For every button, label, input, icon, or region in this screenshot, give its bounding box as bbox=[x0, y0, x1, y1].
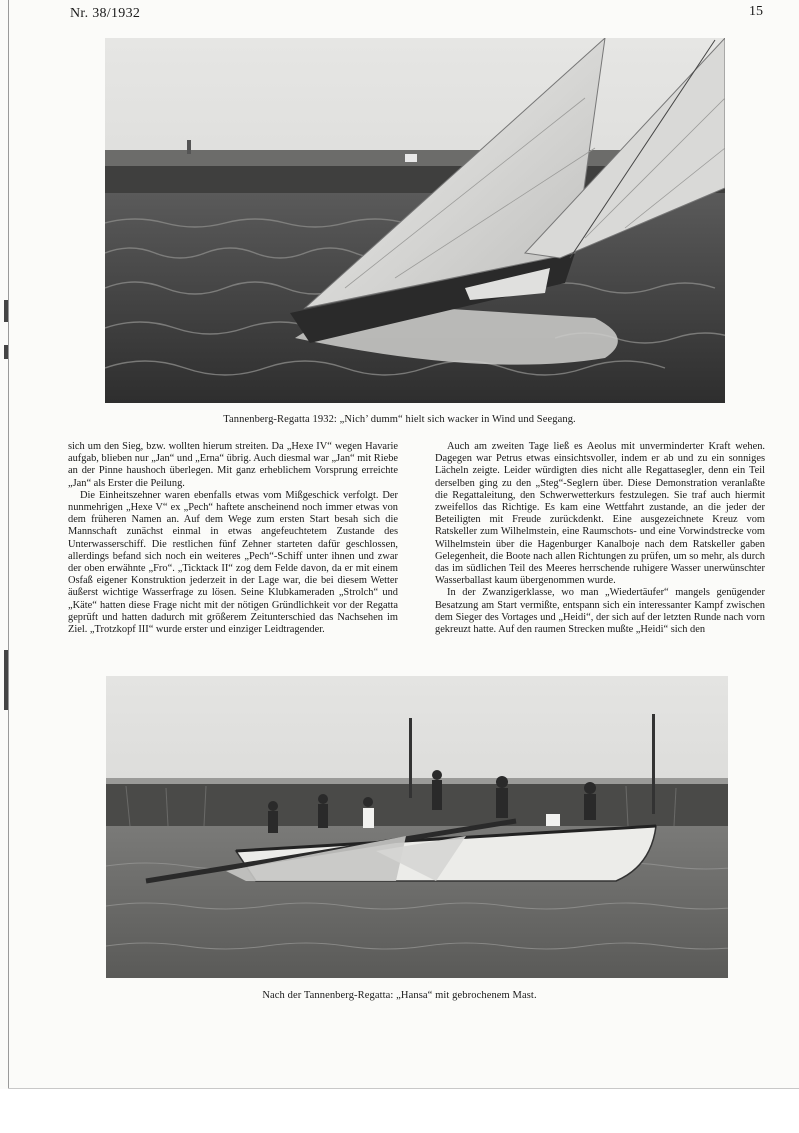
photo-sailing-yacht bbox=[105, 38, 725, 403]
article-column-left bbox=[68, 441, 398, 636]
binding-mark bbox=[4, 345, 8, 359]
paragraph: Die Einheitszehner waren ebenfalls etwas vom Mißgeschick verfolgt. Der nunmehrigen „Hexe V“ ex „Pech“ haftete anscheinend noch immer etwas von dem früheren Namen an. Auf dem Wege zum ersten Start besah sich die Mannschaft zunächst einmal in etwas angefeuchtetem Zustande des Unterwasserschiff. Die restlichen fünf Zehner starteten dafür geschlossen, allerdings befand sich noch ein weiteres „Pech“-Schiff unter ihnen und zwar der oben erwähnte „Fro“. „Ticktack II“ zog dem Felde davon, da er mit einem Osfaß eigener Konstruktion jederzeit in der Lage war, die bei diesem Wetter äußerst wichtige Wasserfrage zu lösen. Seine Klubkameraden „Strolch“ und „Käte“ hatten diese Frage nicht mit der nötigen Gründlichkeit vor der Regatta geprüft und hatten dadurch mit größerem Zeitunterschied das Nachsehen im Ziel. „Trotzkopf III“ wurde erster und einziger Leidtragender. bbox=[68, 489, 398, 636]
article-body bbox=[68, 441, 765, 636]
page-edge-line bbox=[8, 0, 9, 1090]
photo-caption-bottom: Nach der Tannenberg-Regatta: „Hansa“ mit gebrochenem Mast. bbox=[262, 990, 537, 1001]
scan-margin bbox=[0, 1089, 799, 1133]
binding-mark bbox=[4, 300, 8, 322]
photo-caption-top: Tannenberg-Regatta 1932: „Nich’ dumm“ hielt sich wacker in Wind und Seegang. bbox=[223, 414, 576, 425]
binding-mark bbox=[4, 650, 8, 710]
issue-number: Nr. 38/1932 bbox=[70, 6, 141, 21]
paragraph: In der Zwanzigerklasse, wo man „Wiedertäufer“ mangels genügender Besatzung am Start vermißte, entspann sich ein interessanter Kampf zwischen dem Sieger des Vortages und „Heidi“, der sich auf der letzten Runde nach vorn gekreuzt hatte. Auf den raumen Strecken mußte „Heidi“ sich den bbox=[435, 587, 765, 636]
article-column-right bbox=[435, 441, 765, 636]
photo-dismasted-yacht bbox=[106, 676, 728, 978]
paragraph: Auch am zweiten Tage ließ es Aeolus mit unverminderter Kraft wehen. Dagegen war Petrus etwas einsichtsvoller, indem er ab und zu ein sonniges Lächeln zeigte. Leider würdigten dies nicht alle Regattasegler, denn ein Teil derselben ging zu den „Steg“-Seglern über. Diese Demonstration veranlaßte die Regattaleitung, den Schwerwetterkurs festzulegen. Sie traf auch hiermit zweifellos das Richtige. Es kam eine Wettfahrt zustande, an die jeder der Beteiligten mit Freude zurückdenkt. Eine ausgezeichnete Kreuz vom Ratskeller zum Wilhelmstein, eine Raumschots- und eine Vorwindstrecke vom Wilhelmstein über die Hagenburger Kanalboje nach dem Ratskeller gaben Gelegenheit, die Boote nach allen Richtungen zu prüfen, um so mehr, als durch das im südlichen Teil des Meeres herrschende ruhigere Wasser unerwünschter Wasserballast kaum übergenommen wurde. bbox=[435, 441, 765, 587]
paragraph: sich um den Sieg, bzw. wollten hierum streiten. Da „Hexe IV“ wegen Havarie aufgab, blieben nur „Jan“ und „Erna“ übrig. Auch diesmal war „Jan“ mit Riebe an der Pinne haushoch überlegen. Mit ganz erheblichem Vorsprung erreichte „Jan“ als Erster die Peilung. bbox=[68, 441, 398, 489]
page-number: 15 bbox=[749, 4, 763, 19]
